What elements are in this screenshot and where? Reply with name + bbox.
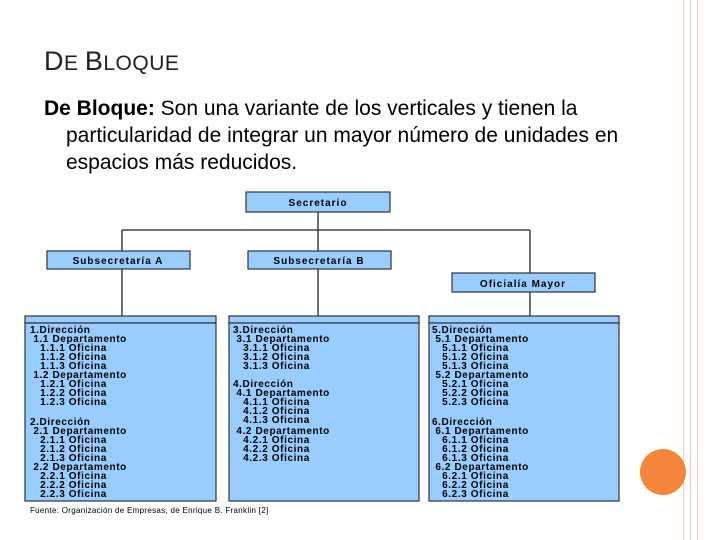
- column-2-line: 3.Dirección: [233, 325, 294, 336]
- column-1-line: 2.2.2 Oficina: [30, 480, 107, 491]
- column-3-line: 5.1.2 Oficina: [432, 352, 509, 363]
- column-1-line: 2.2 Departamento: [30, 462, 127, 473]
- column-1-line: 1.1.3 Oficina: [30, 361, 107, 372]
- column-1-line: 1.2.1 Oficina: [30, 379, 107, 390]
- column-1-line: 2.1.1 Oficina: [30, 435, 107, 446]
- column-1-line: 2.Dirección: [30, 417, 91, 428]
- column-1-line: 2.1.3 Oficina: [30, 453, 107, 464]
- subsecretaria-a-label: Subsecretaría A: [72, 256, 164, 267]
- column-box-3: [429, 316, 619, 501]
- title-initial-1: D: [44, 46, 64, 76]
- column-2-line: 4.1 Departamento: [233, 388, 330, 399]
- column-3-line: 6.1 Departamento: [432, 426, 529, 437]
- column-1-line: 2.1 Departamento: [30, 426, 127, 437]
- column-2-line: 3.1 Departamento: [233, 334, 330, 345]
- body-bold-term: De Bloque:: [44, 97, 155, 120]
- column-1-line: 1.1.1 Oficina: [30, 343, 107, 354]
- column-1-line: 2.2.1 Oficina: [30, 471, 107, 482]
- column-2-line: 4.2 Departamento: [233, 426, 330, 437]
- secretario-box: [246, 192, 390, 212]
- column-3-line: 6.2.3 Oficina: [432, 489, 509, 500]
- column-3-line: 6.1.2 Oficina: [432, 444, 509, 455]
- column-3-line: 6.Dirección: [432, 417, 493, 428]
- column-2-header-strip: [229, 316, 419, 323]
- subsecretaria-b-label: Subsecretaría B: [273, 256, 365, 267]
- column-2-line: 4.Dirección: [233, 379, 294, 390]
- column-1-line: 1.Dirección: [30, 325, 91, 336]
- column-2-line: 4.1.2 Oficina: [233, 406, 310, 417]
- column-2-line: 3.1.2 Oficina: [233, 352, 310, 363]
- column-2-line: 3.1.1 Oficina: [233, 343, 310, 354]
- secretario-label: Secretario: [288, 198, 348, 209]
- title-rest-1: E: [64, 52, 85, 75]
- oficialia-mayor-label: Oficialía Mayor: [479, 279, 567, 290]
- column-1-header-strip: [25, 316, 216, 323]
- column-1-line: 1.2.3 Oficina: [30, 397, 107, 408]
- column-3-line: 5.Dirección: [432, 325, 493, 336]
- column-3-line: 6.2 Departamento: [432, 462, 529, 473]
- column-3-line: 5.2.1 Oficina: [432, 379, 509, 390]
- column-1-line: 1.2.2 Oficina: [30, 388, 107, 399]
- column-2-line: 4.1.3 Oficina: [233, 415, 310, 426]
- column-3-line: 5.2.3 Oficina: [432, 397, 509, 408]
- column-3-line: 5.2 Departamento: [432, 370, 529, 381]
- column-3-line: 5.1.3 Oficina: [432, 361, 509, 372]
- column-2-line: 3.1.3 Oficina: [233, 361, 310, 372]
- column-3-header-strip: [429, 316, 619, 323]
- column-1-line: 1.2 Departamento: [30, 370, 127, 381]
- column-3-line: 6.1.1 Oficina: [432, 435, 509, 446]
- column-1-line: 1.1 Departamento: [30, 334, 127, 345]
- column-1-line: 2.1.2 Oficina: [30, 444, 107, 455]
- column-3-line: 5.2.2 Oficina: [432, 388, 509, 399]
- column-box-1: [25, 316, 216, 501]
- column-2-line: 4.2.1 Oficina: [233, 435, 310, 446]
- column-3-line: 6.1.3 Oficina: [432, 453, 509, 464]
- title-rest-2: LOQUE: [103, 52, 180, 75]
- column-3-line: 5.1.1 Oficina: [432, 343, 509, 354]
- column-3-line: 6.2.2 Oficina: [432, 480, 509, 491]
- column-3-line: 6.2.1 Oficina: [432, 471, 509, 482]
- column-2-line: 4.2.2 Oficina: [233, 444, 310, 455]
- column-2-line: 4.2.3 Oficina: [233, 453, 310, 464]
- title-initial-2: B: [84, 46, 104, 76]
- column-box-2: [229, 316, 419, 501]
- subsecretaria-b-box: [248, 251, 391, 269]
- body-definition: Son una variante de los verticales y tienen la particularidad de integrar un mayor número de unidades en espacios más reducidos.: [66, 97, 619, 174]
- source-citation: Fuente: Organización de Empresas, de Enrique B. Franklin [2]: [30, 506, 269, 515]
- subsecretaria-a-box: [47, 251, 190, 269]
- oficialia-mayor-box: [452, 273, 595, 292]
- column-3-line: 5.1 Departamento: [432, 334, 529, 345]
- column-1-line: 2.2.3 Oficina: [30, 489, 107, 500]
- column-1-line: 1.1.2 Oficina: [30, 352, 107, 363]
- column-2-line: 4.1.1 Oficina: [233, 397, 310, 408]
